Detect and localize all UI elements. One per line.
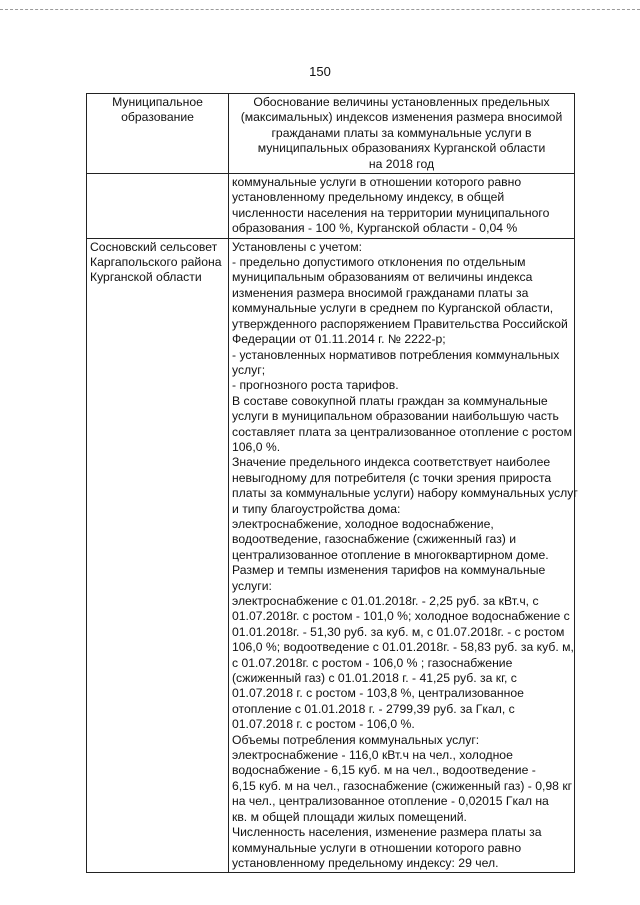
- text-line: численности населения на территории муниципального: [232, 205, 550, 220]
- text-line: - установленных нормативов потребления коммунальных: [232, 347, 560, 362]
- municipality-line: Каргапольского района: [90, 255, 222, 270]
- text-line: платы за коммунальные услуги) набору коммунальных услуг: [232, 486, 578, 501]
- scan-top-rule: [0, 9, 640, 10]
- text-line: водоотведение, газоснабжение (сжиженный газ) и: [232, 532, 517, 547]
- text-line: установленному предельному индексу: 29 чел.: [232, 855, 499, 870]
- text-line: услуги:: [232, 578, 272, 593]
- page-number: 150: [309, 64, 331, 79]
- text-line: Установлены с учетом:: [232, 239, 362, 254]
- table-row-sosnovsky: [87, 238, 575, 873]
- justification-cell: [229, 238, 578, 873]
- text-line: образования - 100 %, Курганской области - 0,04 %: [232, 221, 518, 236]
- text-line: муниципальным образованиям от величины индекса: [232, 270, 533, 285]
- text-line: электроснабжение, холодное водоснабжение,: [232, 516, 494, 531]
- text-line: Федерации от 01.11.2014 г. № 2222-р;: [232, 332, 446, 347]
- text-line: 106,0 %; водоотведение с 01.01.2018г. - 58,83 руб. за куб. м,: [232, 640, 574, 655]
- header-municipality-line: образование: [121, 110, 194, 125]
- text-line: и типу благоустройства дома:: [232, 501, 401, 516]
- continued-justification-cell: [229, 174, 575, 239]
- text-line: кв. м общей площади жилых помещений.: [232, 809, 467, 824]
- text-line: коммунальные услуги в отношении которого равно: [232, 175, 522, 190]
- text-line: услуг;: [232, 362, 266, 377]
- text-line: - предельно допустимого отклонения по отдельным: [232, 255, 526, 270]
- municipality-line: Курганской области: [90, 270, 202, 285]
- header-justification-line: Обоснование величины установленных предельных: [253, 95, 550, 109]
- text-line: Значение предельного индекса соответствует наиболее: [232, 455, 551, 470]
- table-row-continued: [87, 174, 575, 239]
- text-line: 106,0 %.: [232, 439, 281, 454]
- header-municipality: [87, 94, 229, 174]
- text-line: 01.07.2018 г. с ростом - 103,8 %, централизованное: [232, 686, 524, 701]
- text-line: 01.07.2018 г. с ростом - 106,0 %.: [232, 717, 415, 732]
- text-line: электроснабжение - 116,0 кВт.ч на чел., холодное: [232, 748, 513, 763]
- text-line: (сжиженный газ) с 01.01.2018 г. - 41,25 руб. за кг, с: [232, 671, 517, 686]
- text-line: 01.01.2018г. - 51,30 руб. за куб. м, с 01.07.2018г. - с ростом: [232, 624, 565, 639]
- text-line: В составе совокупной платы граждан за коммунальные: [232, 393, 548, 408]
- text-line: изменения размера вносимой гражданами платы за: [232, 285, 529, 300]
- text-line: на чел., централизованное отопление - 0,02015 Гкал на: [232, 794, 549, 809]
- text-line: Объемы потребления коммунальных услуг:: [232, 732, 480, 747]
- table-header-row: [87, 94, 575, 174]
- text-line: составляет плата за централизованное отопление с ростом: [232, 424, 572, 439]
- text-line: установленному предельному индексу, в общей: [232, 190, 505, 205]
- text-line: коммунальные услуги в среднем по Курганской области,: [232, 301, 554, 316]
- text-line: коммунальные услуги в отношении которого равно: [232, 840, 522, 855]
- header-municipality-line: Муниципальное: [112, 95, 203, 109]
- text-line: с 01.07.2018г. с ростом - 106,0 % ; газоснабжение: [232, 655, 513, 670]
- text-line: Численность населения, изменение размера платы за: [232, 825, 542, 840]
- header-justification-line: на 2018 год: [368, 156, 435, 171]
- text-line: централизованное отопление в многоквартирном доме.: [232, 547, 549, 562]
- text-line: электроснабжение с 01.01.2018г. - 2,25 руб. за кВт.ч, с: [232, 594, 539, 608]
- tariff-index-table: [86, 93, 578, 873]
- header-justification: [229, 94, 575, 174]
- text-line: невыгодному для потребителя (с точки зрения прироста: [232, 470, 552, 485]
- text-line: Размер и темпы изменения тарифов на коммунальные: [232, 563, 546, 578]
- empty-municipality-cell: [87, 174, 229, 239]
- municipality-cell: [87, 238, 229, 873]
- header-justification-line: (максимальных) индексов изменения размера вносимой: [240, 110, 563, 125]
- header-justification-line: гражданами платы за коммунальные услуги в: [271, 125, 532, 140]
- text-line: услуги в муниципальном образовании наибольшую часть: [232, 409, 559, 424]
- text-line: водоснабжение - 6,15 куб. м на чел., водоотведение -: [232, 763, 536, 778]
- header-justification-line: муниципальных образованиях Курганской области: [257, 141, 546, 156]
- text-line: - прогнозного роста тарифов.: [232, 378, 399, 393]
- municipality-line: Сосновский сельсовет: [90, 239, 218, 254]
- text-line: 6,15 куб. м на чел., газоснабжение (сжиженный газ) - 0,98 кг: [232, 778, 573, 793]
- text-line: утвержденного распоряжением Правительства Российской: [232, 316, 568, 331]
- text-line: отопление с 01.01.2018 г. - 2799,39 руб. за Гкал, с: [232, 701, 515, 716]
- text-line: 01.07.2018г. с ростом - 101,0 %; холодное водоснабжение с: [232, 609, 570, 624]
